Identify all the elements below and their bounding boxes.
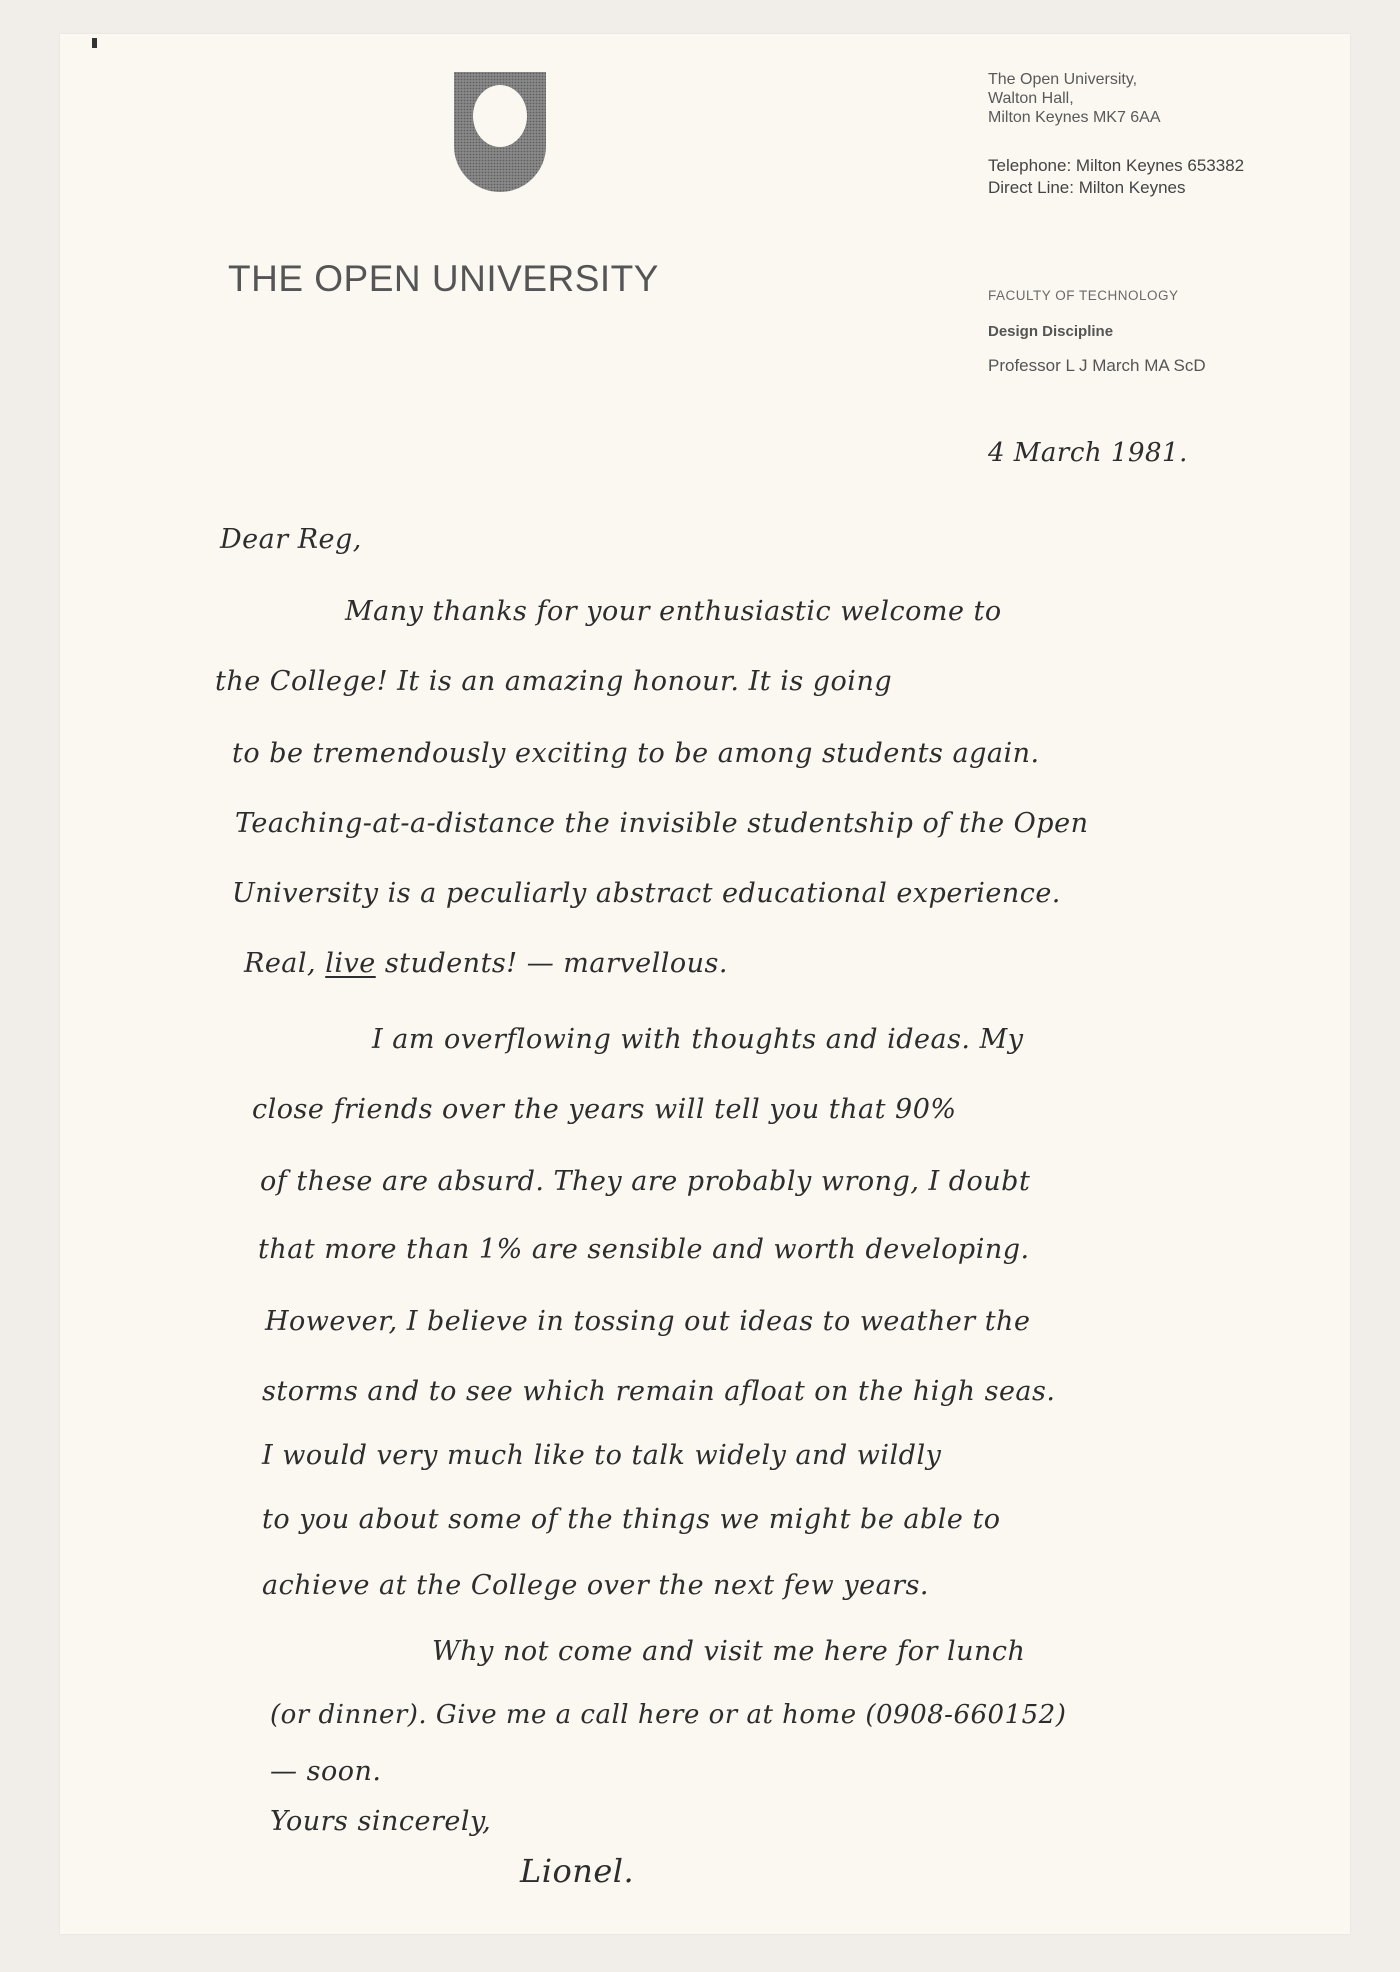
closing: Yours sincerely,	[270, 1806, 492, 1837]
discipline: Design Discipline	[988, 323, 1114, 340]
faculty: FACULTY OF TECHNOLOGY	[988, 288, 1179, 303]
salutation: Dear Reg,	[220, 524, 362, 555]
letter-line: that more than 1% are sensible and worth developing.	[258, 1234, 1030, 1265]
live-word: live	[325, 948, 376, 979]
address-block	[988, 70, 1161, 127]
live-suffix: students! — marvellous.	[375, 948, 728, 979]
letter-date: 4 March 1981.	[988, 438, 1188, 468]
university-name: THE OPEN UNIVERSITY	[228, 258, 659, 299]
letter-line: the College! It is an amazing honour. It is going	[215, 666, 893, 697]
letter-line: achieve at the College over the next few years.	[262, 1570, 930, 1601]
address-line: Milton Keynes MK7 6AA	[988, 109, 1161, 126]
letter-line: Why not come and visit me here for lunch	[432, 1636, 1026, 1667]
letter-line: Teaching-at-a-distance the invisible studentship of the Open	[235, 808, 1089, 839]
professor: Professor L J March MA ScD	[988, 356, 1206, 375]
address-line: The Open University,	[988, 71, 1138, 88]
letter-line: to you about some of the things we might be able to	[262, 1504, 1001, 1535]
letter-line: close friends over the years will tell you that 90%	[252, 1094, 957, 1125]
margin-mark	[92, 38, 97, 48]
telephone: Telephone: Milton Keynes 653382	[988, 156, 1245, 175]
live-prefix: Real,	[244, 948, 326, 979]
letter-line: to be tremendously exciting to be among students again.	[232, 738, 1040, 769]
letter-line: (or dinner). Give me a call here or at home (0908-660152)	[270, 1700, 1067, 1730]
phone-block	[988, 156, 1244, 200]
letter-line: I am overflowing with thoughts and ideas. My	[372, 1024, 1024, 1055]
letter-line: — soon.	[270, 1756, 382, 1787]
address-line: Walton Hall,	[988, 90, 1074, 107]
signature: Lionel.	[520, 1852, 635, 1890]
letter-line: I would very much like to talk widely and wildly	[262, 1440, 942, 1471]
letter-line: However, I believe in tossing out ideas to weather the	[265, 1306, 1031, 1337]
letter-line-live	[244, 948, 728, 979]
open-university-logo	[454, 72, 546, 192]
letter-line: University is a peculiarly abstract educational experience.	[232, 878, 1061, 909]
letter-line: Many thanks for your enthusiastic welcome to	[345, 596, 1002, 627]
letter-line: of these are absurd. They are probably wrong, I doubt	[260, 1166, 1031, 1197]
letter-line: storms and to see which remain afloat on the high seas.	[262, 1376, 1056, 1407]
direct-line: Direct Line: Milton Keynes	[988, 178, 1186, 197]
